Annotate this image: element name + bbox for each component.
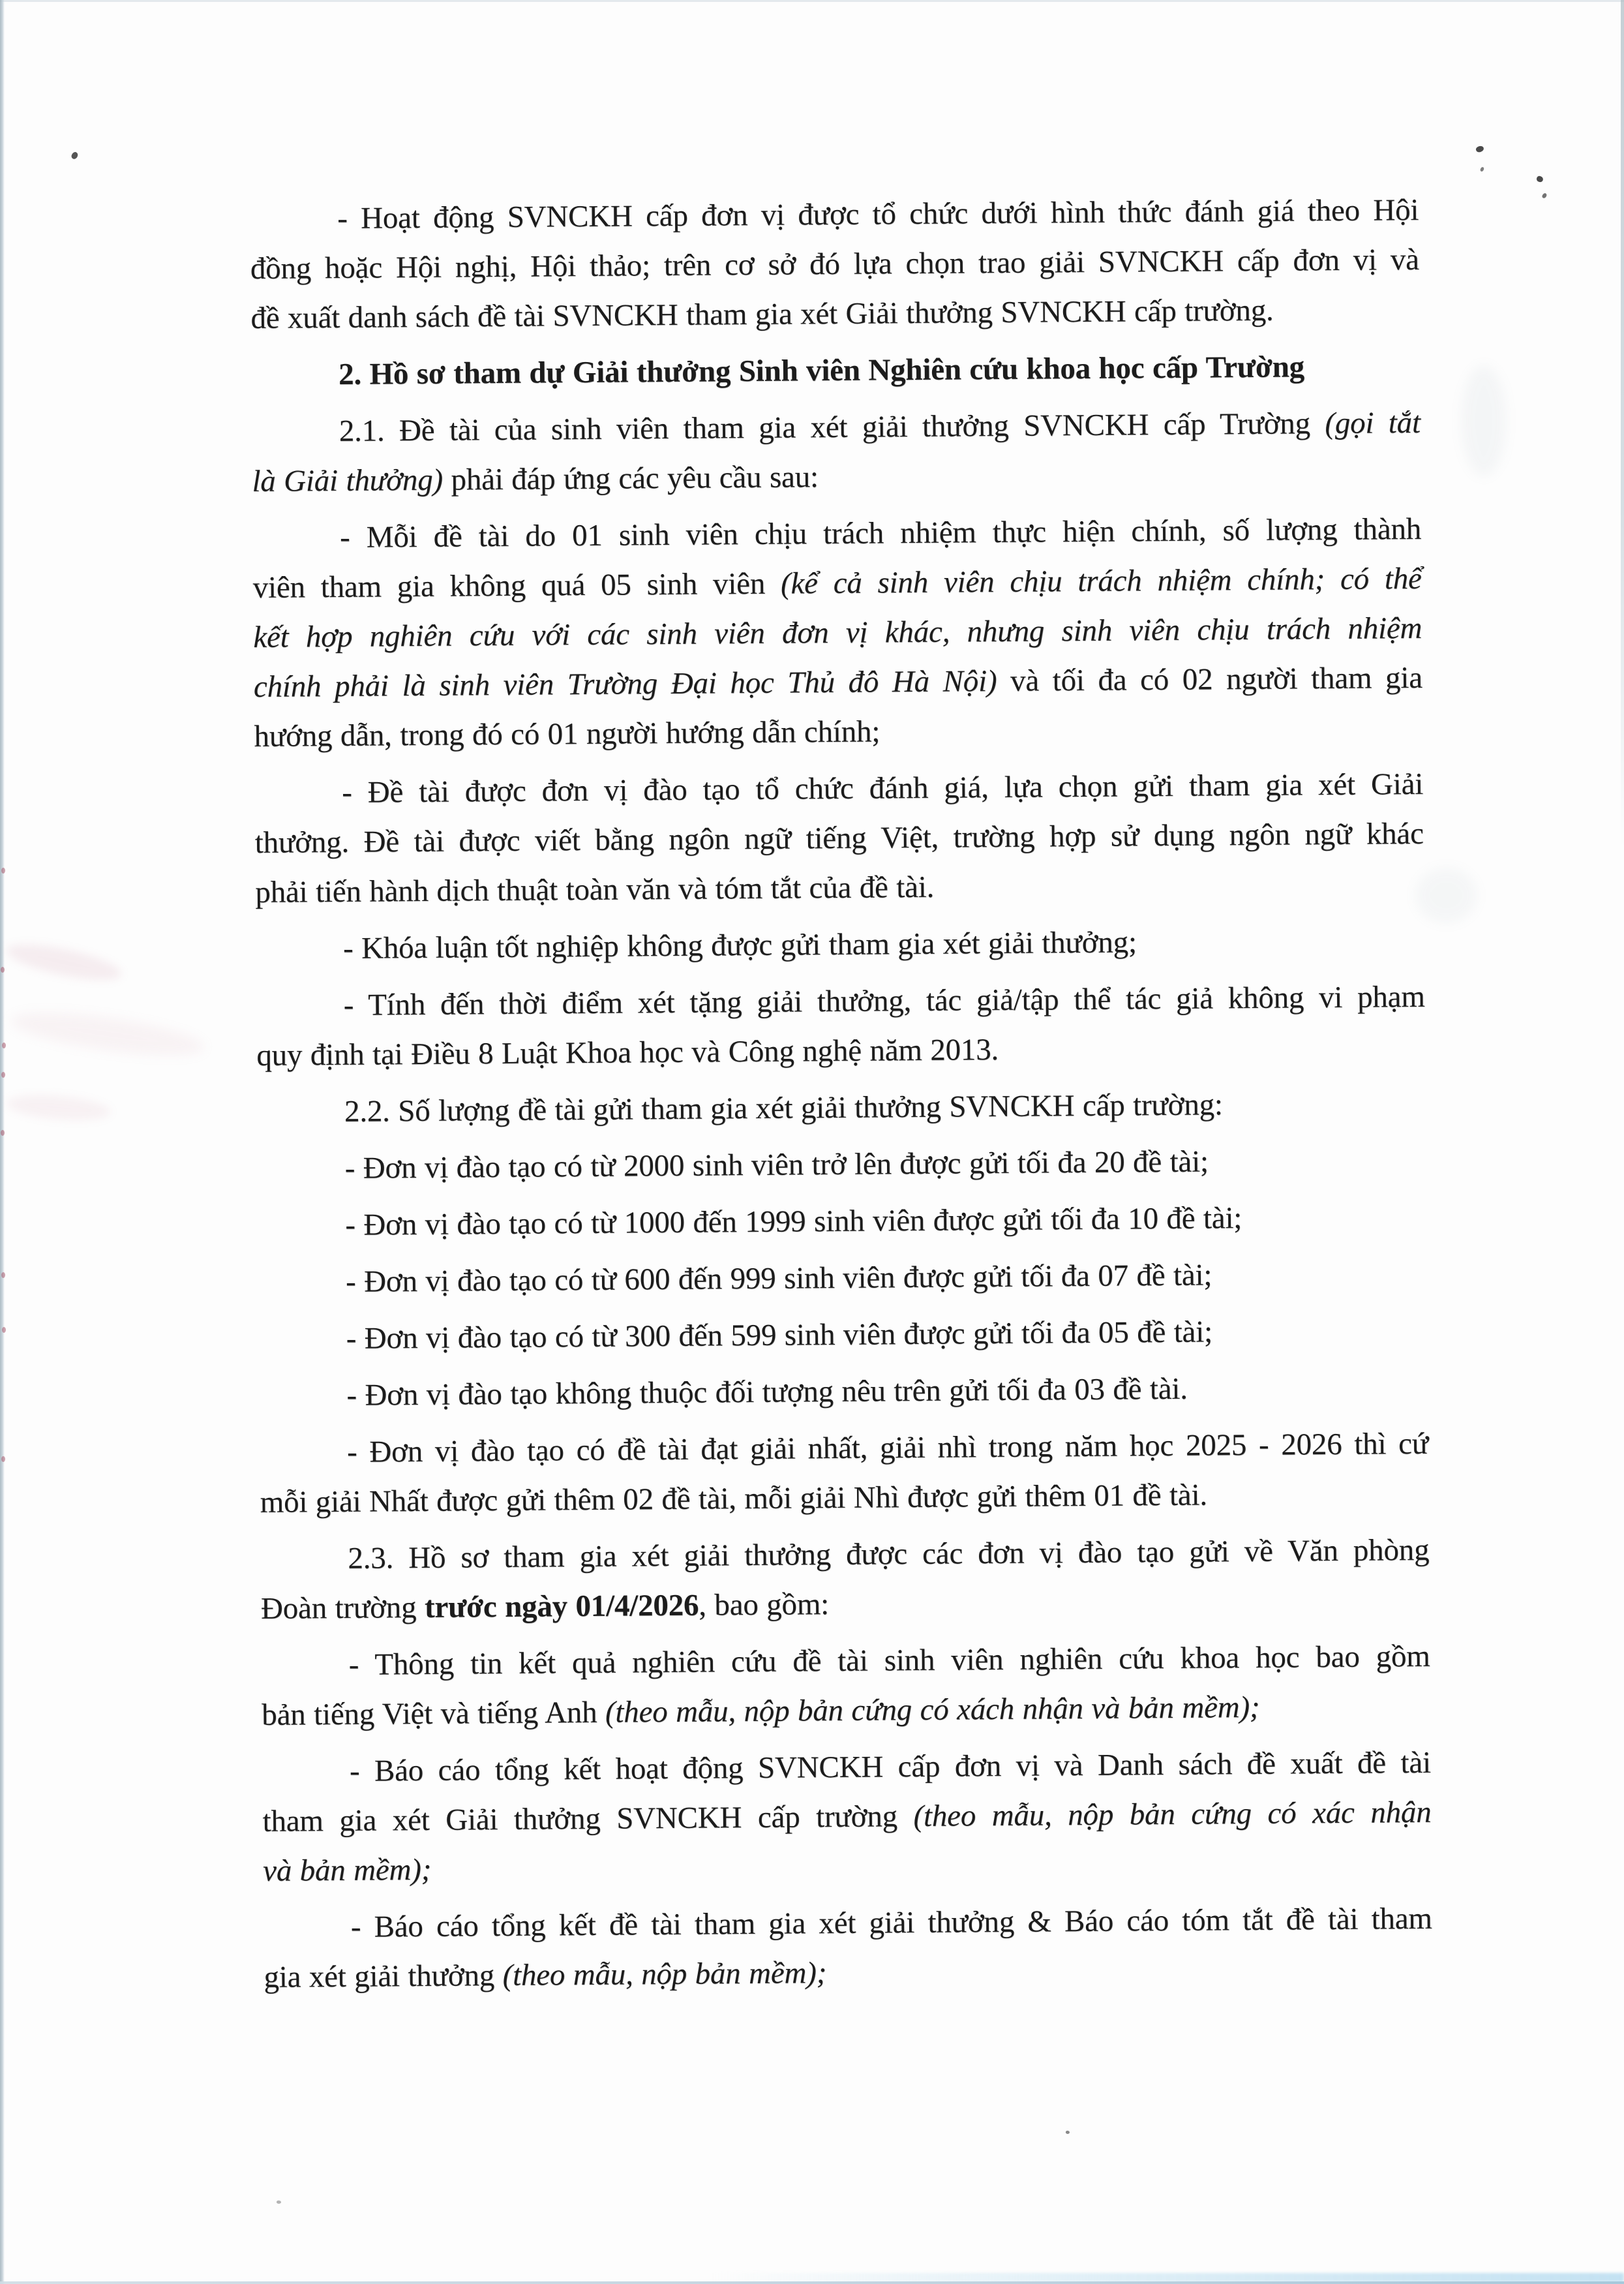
text-run: - Đề tài được đơn vị đào tạo tổ chức đánh giá, lựa chọn gửi tham gia xét Giải	[342, 767, 1424, 810]
text-run: 2.3. Hồ sơ tham gia xét giải thưởng được các đơn vị đào tạo gửi về Văn phòng	[348, 1532, 1430, 1576]
bullet-bao-cao-tong-ket-hoat-dong	[262, 1738, 1432, 1896]
bullet-bao-cao-tong-ket-de-tai	[263, 1894, 1433, 2002]
text-line	[258, 1249, 1428, 1307]
text-line	[259, 1362, 1428, 1421]
text-line	[263, 1943, 1433, 2002]
scan-edge-right	[1621, 0, 1624, 848]
text-line	[261, 1575, 1430, 1634]
text-run: bản tiếng Việt và tiếng Anh	[262, 1695, 606, 1732]
text-run: - Đơn vị đào tạo không thuộc đối tượng nêu trên gửi tối đa 03 đề tài.	[346, 1371, 1188, 1412]
text-line	[252, 448, 1421, 506]
text-run: chính phải là sinh viên Trường Đại học Thủ đô Hà Nội)	[253, 664, 997, 704]
text-line	[255, 859, 1424, 917]
scan-smudge	[1415, 868, 1477, 923]
text-line	[258, 1192, 1427, 1251]
text-line	[257, 1078, 1426, 1137]
text-run: phải đáp ứng các yêu cầu sau:	[442, 460, 819, 497]
text-run: - Tính đến thời điểm xét tặng giải thưởng, tác giả/tập thể tác giả không vi phạm	[343, 979, 1425, 1022]
text-line	[261, 1632, 1430, 1690]
text-line	[257, 1135, 1426, 1194]
text-run: (theo mẫu, nộp bản mềm);	[502, 1956, 827, 1993]
scan-dot	[1, 1072, 5, 1078]
paragraph-2-1	[252, 398, 1421, 506]
text-run: - Đơn vị đào tạo có từ 2000 sinh viên trở lên được gửi tối đa 20 đề tài;	[344, 1144, 1209, 1185]
text-line	[262, 1681, 1431, 1740]
text-run: - Hoạt động SVNCKH cấp đơn vị được tổ chức dưới hình thức đánh giá theo Hội	[337, 192, 1419, 236]
text-run: 2.2. Số lượng đề tài gửi tham gia xét giải thưởng SVNCKH cấp trường:	[344, 1088, 1224, 1129]
bullet-300-599	[258, 1305, 1428, 1364]
scan-edge-left	[0, 0, 5, 2284]
text-run: trước ngày 01/4/2026	[424, 1588, 699, 1624]
text-run: , bao gồm:	[699, 1587, 830, 1622]
text-line	[260, 1469, 1429, 1527]
text-line	[255, 809, 1424, 868]
scan-smudge	[4, 937, 124, 988]
text-run: 2.1. Đề tài của sinh viên tham gia xét giải thưởng SVNCKH cấp Trường	[338, 406, 1325, 448]
scan-speck	[1066, 2131, 1070, 2134]
text-line	[262, 1788, 1432, 1846]
scan-dot	[1, 1272, 5, 1278]
text-run: 2. Hồ sơ tham dự Giải thưởng Sinh viên Nghiên cứu khoa học cấp Trường	[338, 350, 1305, 391]
text-run: - Báo cáo tổng kết hoạt động SVNCKH cấp đơn vị và Danh sách đề xuất đề tài	[349, 1745, 1432, 1788]
text-run: tham gia xét Giải thưởng SVNCKH cấp trường	[262, 1799, 914, 1838]
text-run: là Giải thưởng)	[252, 463, 444, 498]
scan-dot	[1, 868, 5, 874]
paragraph-unit-activity	[250, 185, 1420, 343]
text-run: và bản mềm);	[262, 1852, 432, 1888]
bullet-khoa-luan	[256, 915, 1425, 974]
bullet-tinh-den-thoi-diem	[256, 972, 1425, 1080]
text-line	[260, 1419, 1429, 1478]
text-line	[251, 341, 1421, 400]
scan-dot	[1, 1456, 5, 1462]
bullet-2000	[257, 1135, 1426, 1194]
text-line	[252, 504, 1422, 563]
text-run: (gọi tắt	[1325, 405, 1421, 441]
text-line	[256, 915, 1425, 974]
text-run: thưởng. Đề tài được viết bằng ngôn ngữ tiếng Việt, trường hợp sử dụng ngôn ngữ khác	[254, 816, 1424, 860]
scan-speck	[70, 151, 80, 160]
scan-dot	[1, 967, 5, 973]
text-run: - Đơn vị đào tạo có từ 300 đến 599 sinh viên được gửi tối đa 05 đề tài;	[346, 1315, 1213, 1356]
bullet-thong-tin-ket-qua	[261, 1632, 1430, 1740]
scan-smudge	[8, 1004, 207, 1063]
text-line	[252, 554, 1422, 613]
text-line	[253, 603, 1422, 662]
text-run: viên tham gia không quá 05 sinh viên	[252, 566, 781, 605]
scan-speck	[1536, 175, 1544, 183]
scan-speck	[1480, 166, 1485, 172]
text-line	[250, 284, 1420, 343]
text-line	[250, 185, 1419, 244]
scan-dot	[2, 1043, 6, 1048]
text-line	[250, 235, 1420, 294]
text-run: - Đơn vị đào tạo có từ 600 đến 999 sinh viên được gửi tối đa 07 đề tài;	[345, 1258, 1212, 1299]
text-line	[256, 1022, 1426, 1080]
paragraph-2-3	[260, 1525, 1430, 1634]
scan-edge-bottom-tint	[711, 2273, 1624, 2282]
text-line	[262, 1738, 1432, 1797]
text-line	[263, 1894, 1433, 1953]
text-run: - Thông tin kết quả nghiên cứu đề tài sinh viên nghiên cứu khoa học bao gồm	[348, 1639, 1430, 1682]
text-run: quy định tại Điều 8 Luật Khoa học và Công nghệ năm 2013.	[256, 1033, 999, 1073]
text-run: - Báo cáo tổng kết đề tài tham gia xét giải thưởng & Báo cáo tóm tắt đề tài tham	[350, 1901, 1433, 1944]
scan-smudge	[1461, 365, 1507, 476]
text-line	[254, 759, 1424, 818]
scan-speck	[277, 2200, 281, 2204]
bullet-de-tai-don-vi	[254, 759, 1424, 917]
scan-edge-top	[0, 0, 1624, 2]
scan-edge-bottom	[0, 2281, 1624, 2284]
scan-speck	[1541, 192, 1548, 199]
text-run: mỗi giải Nhất được gửi thêm 02 đề tài, mỗi giải Nhì được gửi thêm 01 đề tài.	[260, 1478, 1208, 1519]
text-run: đề xuất danh sách đề tài SVNCKH tham gia xét Giải thưởng SVNCKH cấp trường.	[250, 293, 1274, 335]
text-line	[256, 972, 1425, 1031]
text-run: đồng hoặc Hội nghị, Hội thảo; trên cơ sở đó lựa chọn trao giải SVNCKH cấp đơn vị và	[250, 242, 1420, 286]
document-body	[250, 185, 1433, 2009]
bullet-600-999	[258, 1249, 1428, 1307]
text-run: - Mỗi đề tài do 01 sinh viên chịu trách nhiệm thực hiện chính, số lượng thành	[339, 511, 1422, 555]
paragraph-2-2	[257, 1078, 1426, 1137]
text-run: - Khóa luận tốt nghiệp không được gửi tham gia xét giải thưởng;	[342, 925, 1137, 966]
bullet-moi-de-tai	[252, 504, 1423, 761]
text-run: Đoàn trường	[260, 1590, 425, 1626]
text-run: - Đơn vị đào tạo có từ 1000 đến 1999 sinh viên được gửi tối đa 10 đề tài;	[345, 1201, 1242, 1242]
text-run: phải tiến hành dịch thuật toàn văn và tóm tắt của đề tài.	[255, 870, 935, 909]
text-run: (theo mẫu, nộp bản cứng có xác nhận	[913, 1795, 1432, 1834]
text-line	[252, 398, 1421, 457]
scan-smudge	[6, 1091, 112, 1124]
text-run: và tối đa có 02 người tham gia	[997, 660, 1423, 699]
text-line	[258, 1305, 1428, 1364]
text-run: (kể cả sinh viên chịu trách nhiệm chính; có thể	[780, 561, 1422, 601]
text-run: (theo mẫu, nộp bản cứng có xách nhận và bản mềm);	[605, 1690, 1260, 1729]
scan-dot	[1, 1130, 5, 1136]
bullet-1000-1999	[258, 1192, 1427, 1251]
text-run: hướng dẫn, trong đó có 01 người hướng dẫn chính;	[254, 714, 880, 754]
text-line	[254, 703, 1423, 761]
bullet-khong-thuoc	[259, 1362, 1428, 1421]
scan-dot	[2, 1327, 6, 1333]
text-run: gia xét giải thưởng	[263, 1958, 503, 1994]
text-line	[260, 1525, 1430, 1584]
bullet-giai-nhat-nhi	[260, 1419, 1429, 1527]
text-line	[254, 653, 1423, 712]
text-run: kết hợp nghiên cứu với các sinh viên đơn vị khác, nhưng sinh viên chịu trách nhiệm	[253, 611, 1422, 654]
scan-speck	[1475, 145, 1484, 153]
heading-section-2	[251, 341, 1421, 400]
text-run: - Đơn vị đào tạo có đề tài đạt giải nhất, giải nhì trong năm học 2025 - 2026 thì cứ	[346, 1426, 1429, 1469]
text-line	[263, 1837, 1432, 1896]
